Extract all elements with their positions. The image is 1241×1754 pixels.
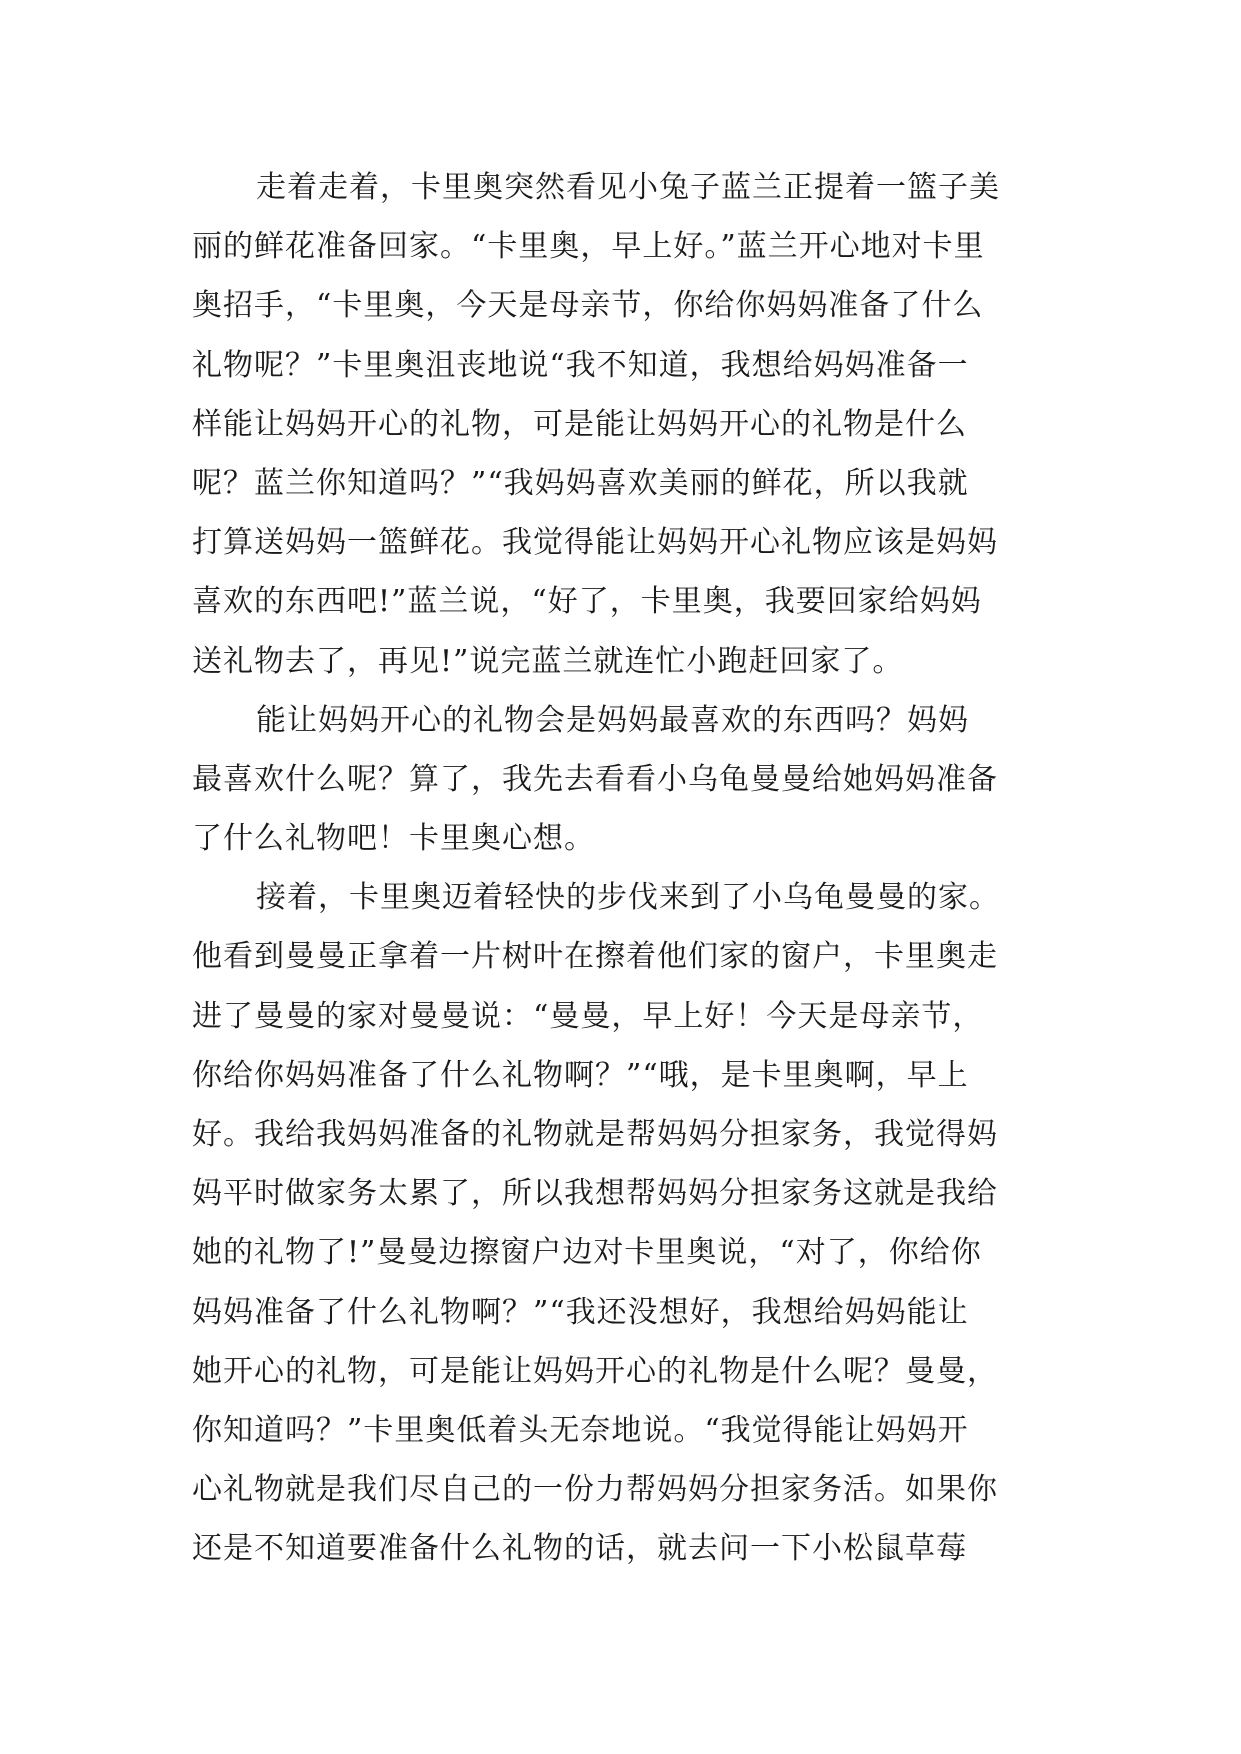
text-line: 心礼物就是我们尽自己的一份力帮妈妈分担家务活。如果你 [192, 1472, 998, 1508]
text-line: 奥招手，“卡里奥，今天是母亲节，你给你妈妈准备了什么 [192, 288, 984, 324]
text-line: 丽的鲜花准备回家。“卡里奥，早上好。”蓝兰开心地对卡里 [192, 229, 985, 265]
text-line: 她开心的礼物，可是能让妈妈开心的礼物是什么呢？曼曼， [192, 1353, 998, 1389]
text-line: 他看到曼曼正拿着一片树叶在擦着他们家的窗户，卡里奥走 [192, 939, 998, 975]
text-line: 妈平时做家务太累了，所以我想帮妈妈分担家务这就是我给 [192, 1176, 998, 1212]
paragraph-3 [192, 868, 1062, 1578]
text-line: 进了曼曼的家对曼曼说：“曼曼，早上好！今天是母亲节， [192, 998, 984, 1034]
text-line: 还是不知道要准备什么礼物的话，就去问一下小松鼠草莓 [192, 1531, 967, 1567]
text-line: 你知道吗？”卡里奥低着头无奈地说。“我觉得能让妈妈开 [192, 1412, 969, 1448]
paragraph-1 [192, 158, 1062, 691]
text-line: 送礼物去了，再见!”说完蓝兰就连忙小跑赶回家了。 [192, 643, 904, 679]
text-line: 妈妈准备了什么礼物啊？”“我还没想好，我想给妈妈能让 [192, 1294, 969, 1330]
text-line: 打算送妈妈一篮鲜花。我觉得能让妈妈开心礼物应该是妈妈 [192, 525, 998, 561]
text-line: 接着，卡里奥迈着轻快的步伐来到了小乌龟曼曼的家。 [256, 880, 1000, 916]
text-line: 样能让妈妈开心的礼物，可是能让妈妈开心的礼物是什么 [192, 406, 967, 442]
paragraph-2 [192, 691, 1062, 869]
text-line: 呢？蓝兰你知道吗？”“我妈妈喜欢美丽的鲜花，所以我就 [192, 465, 969, 501]
text-line: 你给你妈妈准备了什么礼物啊？”“哦，是卡里奥啊，早上 [192, 1057, 969, 1093]
text-line: 了什么礼物吧！卡里奥心想。 [192, 821, 595, 857]
text-line: 好。我给我妈妈准备的礼物就是帮妈妈分担家务，我觉得妈 [192, 1117, 998, 1152]
text-line: 最喜欢什么呢？算了，我先去看看小乌龟曼曼给她妈妈准备 [192, 761, 998, 797]
text-line: 她的礼物了!”曼曼边擦窗户边对卡里奥说，“对了，你给你 [192, 1235, 982, 1271]
text-line: 礼物呢？”卡里奥沮丧地说“我不知道，我想给妈妈准备一 [192, 347, 969, 383]
text-line: 走着走着，卡里奥突然看见小兔子蓝兰正提着一篮子美 [256, 170, 1000, 205]
text-line: 喜欢的东西吧!”蓝兰说，“好了，卡里奥，我要回家给妈妈 [192, 584, 982, 620]
story-text [192, 158, 1062, 1579]
text-line: 能让妈妈开心的礼物会是妈妈最喜欢的东西吗？妈妈 [256, 702, 969, 738]
